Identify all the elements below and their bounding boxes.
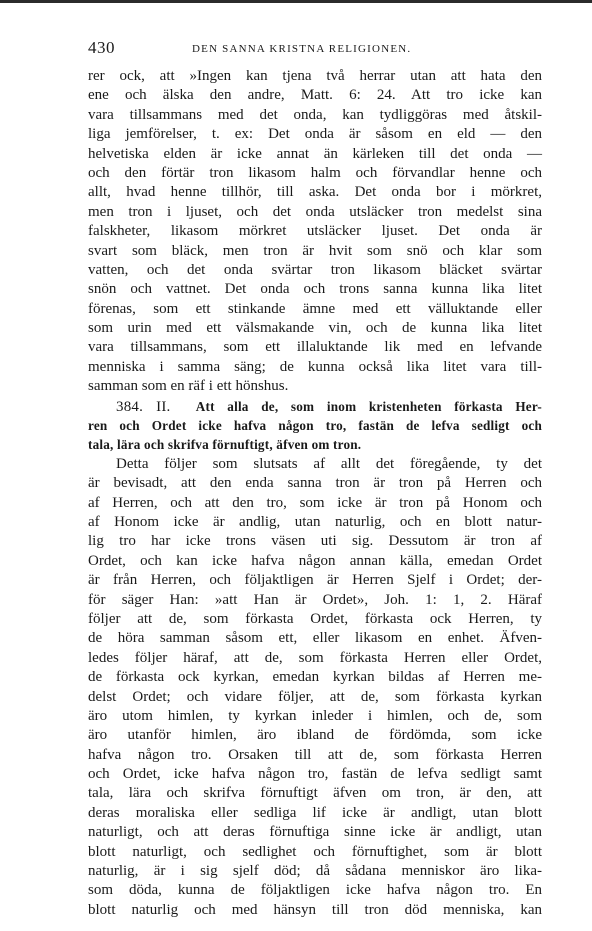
page-header xyxy=(88,38,542,62)
text-line: för säger Han: »att Han är Ordet», Joh. 1: 1, 2. Häraf xyxy=(88,591,542,608)
text-line: som döda, kunna de följaktligen icke hafva någon tro. En xyxy=(88,882,542,899)
section-heading-line: tala, lära och skrifva förnuftigt, äfven om tron. xyxy=(88,437,362,453)
text-line: är från Herren, och följaktligen är Herren Sjelf i Ordet; der- xyxy=(88,572,542,589)
section-number: 384. II. xyxy=(116,398,171,415)
text-line: Detta följer som slutsats af allt det föregående, ty det xyxy=(116,455,542,472)
text-line: och Ordet, icke hafva någon tro, fastän de lefva sedligt samt xyxy=(88,766,542,783)
text-line: snön och vattnet. Det onda och trons sanna kunna lika litet xyxy=(88,281,542,298)
text-line: och den förtär tron likasom halm och förvandlar henne och xyxy=(88,164,542,181)
text-line: allt, hvad henne tillhör, till aska. Det onda bor i mörkret, xyxy=(88,184,542,201)
text-line: men tron i ljuset, och det onda utsläcker tron medelst sina xyxy=(88,203,542,220)
text-line: naturlig, är i sig sjelf död; då sådana menniskor äro lika- xyxy=(88,863,542,880)
text-line: liga jemförelser, t. ex: Det onda är såsom en eld — den xyxy=(88,126,542,143)
text-line: de höra samman såsom ett, eller likasom en enhet. Äfven- xyxy=(88,630,542,647)
page-number: 430 xyxy=(88,38,115,57)
text-line: blott naturlig och med hänsyn till tron död menniska, kan xyxy=(88,901,542,918)
text-line: vara tillsammans, som ett illaluktande lik med en lefvande xyxy=(88,339,542,356)
top-border-rule xyxy=(0,0,592,3)
text-line: de förkasta ock kyrkan, emedan kyrkan bildas af Herren me- xyxy=(88,669,542,686)
text-line: förenas, som ett stinkande ämne med ett välluktande eller xyxy=(88,300,542,317)
text-line: ledes följer häraf, att de, som förkasta Herren eller Ordet, xyxy=(88,649,542,666)
text-line: menniska i samma säng; de kunna också lika litet vara till- xyxy=(88,358,542,375)
text-line: tala, lära och skrifva förnuftigt äfven om tron, är den, att xyxy=(88,785,542,802)
text-line: vatten, och det onda svärtar tron likasom bläcket svärtar xyxy=(88,261,542,278)
text-line: vara tillsammans med det onda, kan tydliggöras med åtskil- xyxy=(88,106,542,123)
text-line: äro utanför himlen, äro ibland de fördömda, som icke xyxy=(88,727,542,744)
text-line: Ordet, och kan icke hafva någon annan källa, emedan Ordet xyxy=(88,552,542,569)
text-line: blott naturligt, och sedlighet och förnuftighet, som är blott xyxy=(88,843,542,860)
text-line: naturligt, och att deras förnuftiga sinne icke är andligt, utan xyxy=(88,824,542,841)
text-line: ene och älska den andre, Matt. 6: 24. Att tro icke kan xyxy=(88,87,542,104)
text-line: falskheter, likasom mörkret utsläcker ljuset. Det onda är xyxy=(88,223,542,240)
text-line: äro utom himlen, ty kyrkan inleder i himlen, och de, som xyxy=(88,707,542,724)
text-line: af Honom icke är andlig, utan naturlig, och en blott natur- xyxy=(88,513,542,530)
text-line: svart som bläck, men tron är hvit som snö och klar som xyxy=(88,242,542,259)
section-heading-line: ren och Ordet icke hafva någon tro, fastän de lefva sedligt och xyxy=(88,418,542,434)
text-line: helvetiska elden är icke annat än kärleken till det onda — xyxy=(88,145,542,162)
text-line: lig tro har icke trons väsen uti sig. Dessutom är tron af xyxy=(88,533,542,550)
body-text xyxy=(88,67,542,920)
text-line: hafva någon tro. Orsaken till att de, som förkasta Herren xyxy=(88,746,542,763)
text-line: som urin med ett välsmakande vin, och de kunna lika litet xyxy=(88,320,542,337)
text-line: följer att de, som förkasta Ordet, förkasta ock Herren, ty xyxy=(88,610,542,627)
running-head: DEN SANNA KRISTNA RELIGIONEN. xyxy=(192,43,412,55)
text-line: deras moraliska eller sedliga lif icke är andligt, utan blott xyxy=(88,804,542,821)
text-line: af Herren, och att den tro, som icke är tron på Honom och xyxy=(88,494,542,511)
section-heading-text: Att alla de, som inom kristenheten förkasta Her- xyxy=(195,398,543,414)
section-heading-line xyxy=(88,397,542,416)
text-line: rer ock, att »Ingen kan tjena två herrar utan att hata den xyxy=(88,68,542,84)
text-line: är bevisadt, att den enda sanna tron är tron på Herren och xyxy=(88,475,542,492)
text-line: samman som en räf i ett hönshus. xyxy=(88,378,289,395)
text-line: delst Ordet; och vidare följer, att de, som förkasta kyrkan xyxy=(88,688,542,705)
